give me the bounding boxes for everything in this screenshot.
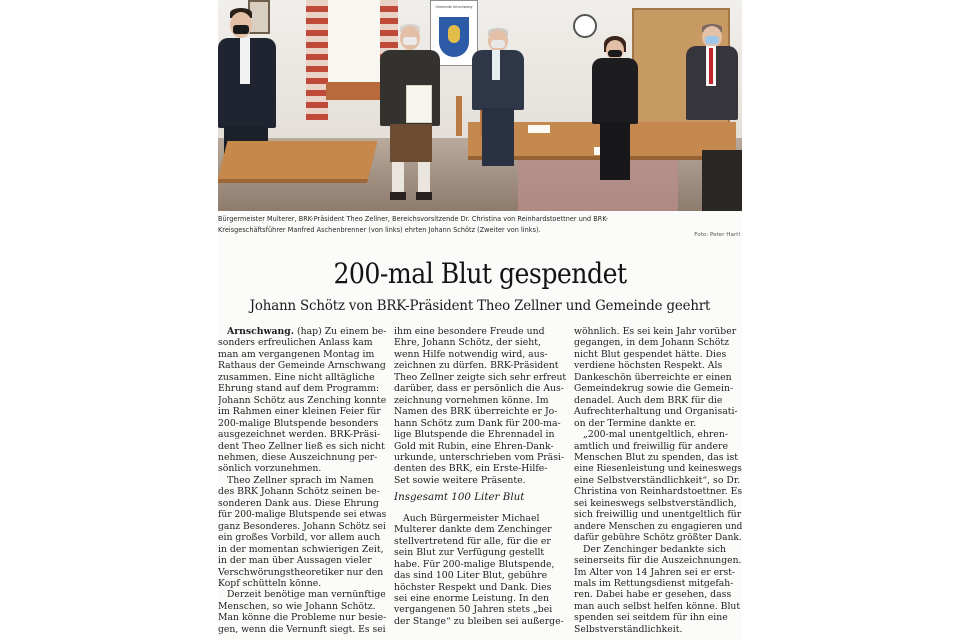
text-line — [394, 383, 566, 394]
text-line-content: Gemeindekrug sowie die Gemein- — [574, 383, 734, 395]
text-line — [218, 463, 386, 474]
text-line — [574, 624, 742, 635]
text-line-content: Theo Zellner zeigte sich sehr erfreut — [394, 371, 566, 383]
text-line-content — [218, 395, 386, 406]
text-line-content: höchster Respekt und Dank. Dies — [394, 581, 552, 593]
text-fragment: für 200-malige Blutspende sei etwas — [218, 509, 386, 521]
text-line-content: Auch Bürgermeister Michael — [403, 512, 540, 524]
text-line-content — [218, 360, 386, 371]
text-line — [218, 429, 386, 440]
text-line — [218, 349, 386, 360]
document-on-table — [528, 125, 550, 133]
text-fragment: (hap) Zu einem be- — [294, 326, 386, 337]
text-line-content: Im Alter von 14 Jahren sei er erst- — [574, 566, 736, 578]
text-line-content: spenden sei seitdem für ihn eine — [574, 612, 728, 624]
text-fragment: nehmen, diese Auszeichnung per- — [218, 451, 378, 463]
text-fragment: 200-malige Blutspende besonders — [218, 417, 379, 429]
text-line — [218, 441, 386, 452]
text-line-content: sein Blut zur Verfügung gestellt — [394, 547, 545, 559]
article-column-1 — [218, 326, 386, 635]
text-line — [574, 544, 742, 555]
text-line — [394, 582, 566, 593]
text-line — [394, 406, 566, 417]
text-line — [218, 544, 386, 555]
text-line — [218, 589, 386, 600]
article-headline: 200-mal Blut gespendet — [333, 257, 627, 290]
text-line-content: denadel. Auch dem BRK für die — [574, 394, 723, 406]
section-subheading: Insgesamt 100 Liter Blut — [394, 491, 525, 504]
text-line — [218, 486, 386, 497]
text-line — [394, 326, 566, 337]
text-line-content: verdiene höchsten Respekt. Als — [574, 360, 723, 372]
text-line-content: Aufrechterhaltung und Organisati- — [574, 406, 738, 418]
text-line-content: urkunde, unterschrieben vom Präsi- — [394, 451, 565, 463]
foreground-chair — [702, 150, 742, 211]
foreground-table — [218, 141, 377, 179]
text-fragment: gen, wenn die Vernunft siegt. Es sei — [218, 623, 386, 635]
text-fragment: Johann Schötz aus Zenching konnte — [218, 394, 386, 406]
text-line — [574, 498, 742, 509]
text-line-content — [218, 498, 379, 509]
text-line-content: ren. Dabei habe er gesehen, dass — [574, 589, 732, 601]
text-line — [218, 498, 386, 509]
text-line — [218, 383, 386, 394]
text-line — [394, 418, 566, 429]
text-line — [218, 509, 386, 520]
text-line-content — [218, 372, 375, 383]
text-line — [574, 349, 742, 360]
text-line-content: vergangenen 50 Jahren stets „bei — [394, 604, 553, 616]
text-line-content: Dankeschön überreichte er einen — [574, 371, 732, 383]
article-column-2 — [394, 326, 566, 627]
text-line-content — [218, 406, 381, 417]
text-line — [574, 441, 742, 452]
text-line-content: der Stange“ zu bleiben sei außerge- — [394, 615, 564, 627]
text-line — [394, 559, 566, 570]
text-line — [218, 452, 386, 463]
text-line-content: amtlich und freiwillig für andere — [574, 440, 728, 452]
text-line — [218, 521, 386, 532]
text-line — [574, 521, 742, 532]
text-line — [394, 513, 566, 524]
article-photo — [218, 0, 742, 211]
text-fragment: Menschen, so wie Johann Schötz. — [218, 600, 376, 612]
text-line-content — [227, 589, 386, 600]
text-line — [394, 616, 566, 627]
text-fragment: Man könne die Probleme nur besie- — [218, 612, 386, 624]
text-line-content: Menschen Blut zu spenden, das ist — [574, 451, 739, 463]
text-line-content — [218, 383, 379, 394]
text-line-content — [218, 509, 386, 520]
certificate — [406, 85, 432, 123]
text-fragment: im Rahmen einer kleinen Feier für — [218, 406, 381, 418]
text-line-content: on der Termine dankte er. — [574, 417, 697, 429]
text-line-content: sich freiwillig und unentgeltlich für — [574, 509, 742, 521]
text-line-content — [218, 532, 380, 543]
text-line-content: lige Blutspende die Ehrennadel in — [394, 429, 555, 441]
text-fragment: sonders erfreulichen Anlass kam — [218, 337, 373, 349]
text-fragment: sönlich vorzunehmen. — [218, 463, 322, 475]
text-line — [218, 578, 386, 589]
text-line-content — [218, 612, 386, 623]
caption-line: Kreisgeschäftsführer Manfred Aschenbrenner (von links) ehrten Johann Schötz (Zweiter von links). — [218, 224, 541, 234]
text-line — [574, 452, 742, 463]
text-line-content: wöhnlich. Es sei kein Jahr vorüber — [574, 326, 737, 337]
text-line — [394, 604, 566, 615]
text-line-content: Namen des BRK überreichte er Jo- — [394, 406, 558, 418]
text-line-content: eine Riesenleistung und keineswegs — [574, 463, 742, 475]
text-line — [218, 475, 386, 486]
text-line — [574, 475, 742, 486]
text-line — [574, 360, 742, 371]
text-fragment: zusammen. Eine nicht alltägliche — [218, 371, 375, 383]
text-line-content: Set sowie weitere Präsente. — [394, 474, 526, 486]
text-line-content: Multerer dankte dem Zenchinger — [394, 524, 552, 536]
text-fragment: Derzeit benötige man vernünftige — [227, 589, 386, 601]
text-line — [218, 372, 386, 383]
dateline: Arnschwang. — [227, 326, 295, 337]
window — [328, 0, 382, 82]
text-line — [218, 567, 386, 578]
person-theo-zellner — [470, 28, 526, 178]
text-fragment: Ehrung stand auf dem Programm: — [218, 383, 380, 395]
text-line — [574, 326, 742, 337]
text-line-content — [218, 601, 376, 612]
text-line — [574, 612, 742, 623]
text-line — [394, 547, 566, 558]
text-line — [574, 372, 742, 383]
text-line-content: ihm eine besondere Freude und — [394, 326, 545, 337]
text-line — [574, 578, 742, 589]
text-line — [574, 418, 742, 429]
text-line-content: man auch selbst helfen könne. Blut — [574, 600, 741, 612]
text-line — [218, 601, 386, 612]
article-subheadline: Johann Schötz von BRK-Präsident Theo Zellner und Gemeinde geehrt — [249, 298, 711, 314]
chair — [456, 96, 462, 136]
text-line-content: eine Selbstverständlichkeit“, so Dr. — [574, 474, 741, 486]
text-fragment: ganz Besonderes. Johann Schötz sei — [218, 520, 386, 532]
text-line-content — [218, 418, 378, 429]
photo-credit: Foto: Peter Hartl — [694, 232, 740, 238]
text-line — [574, 395, 742, 406]
text-fragment: Verschwörungstheoretiker nur den — [218, 566, 384, 578]
text-line-content — [218, 555, 372, 566]
text-line-content: „200-mal unentgeltlich, ehren- — [583, 429, 728, 441]
text-line-content — [218, 544, 384, 555]
text-line-content: Der Zenchinger bedankte sich — [583, 543, 727, 555]
text-line — [394, 349, 566, 360]
text-line-content — [227, 326, 386, 337]
text-fragment: man am vergangenen Montag im — [218, 348, 375, 360]
text-line — [394, 395, 566, 406]
text-fragment: in der man über Aussagen vieler — [218, 555, 372, 567]
text-line-content: sei keineswegs selbstverständlich, — [574, 497, 737, 509]
text-line — [394, 360, 566, 371]
text-line-content: dafür gebühre Schötz größter Dank. — [574, 532, 742, 544]
text-line-content — [218, 429, 380, 440]
text-line — [218, 418, 386, 429]
text-line-content: seinerseits für die Auszeichnungen. — [574, 555, 742, 567]
text-line-content — [218, 521, 386, 532]
text-fragment: Rathaus der Gemeinde Arnschwang — [218, 360, 386, 372]
text-line-content: habe. Für 200-malige Blutspende, — [394, 558, 555, 570]
text-line-content — [218, 578, 321, 589]
text-line — [218, 532, 386, 543]
newspaper-clipping — [218, 0, 742, 640]
text-line — [574, 589, 742, 600]
text-line-content: stellvertretend für alle, für die er — [394, 535, 551, 547]
text-line-content: wenn Hilfe notwendig wird, aus- — [394, 348, 548, 360]
text-line — [574, 337, 742, 348]
text-fragment: des BRK Johann Schötz seinen be- — [218, 486, 380, 498]
text-fragment: ein großes Vorbild, vor allem auch — [218, 532, 381, 544]
text-line — [574, 429, 742, 440]
text-fragment: dent Theo Zellner ließ es sich nicht — [218, 440, 385, 452]
caption-line: Bürgermeister Multerer, BRK-Präsident Theo Zellner, Bereichsvorsitzende Dr. Christina von Reinhardstoettner und BRK- — [218, 214, 609, 223]
curtain-left — [306, 0, 328, 120]
article-column-3 — [574, 326, 742, 635]
text-line-content: gegangen, in dem Johann Schötz — [574, 337, 730, 349]
text-line — [394, 475, 566, 486]
text-fragment: Kopf schütteln könne. — [218, 577, 322, 589]
text-line — [394, 337, 566, 348]
text-line-content — [227, 475, 374, 486]
text-line — [394, 441, 566, 452]
text-line-content: mals im Rettungsdienst mitgefah- — [574, 577, 734, 589]
text-fragment: Theo Zellner sprach im Namen — [227, 474, 374, 486]
text-line-content: zeichnung vornehmen könne. Im — [394, 394, 549, 406]
text-line — [574, 406, 742, 417]
text-line-content: das sind 100 Liter Blut, gebühre — [394, 570, 548, 582]
text-line — [394, 452, 566, 463]
crest-label: Gemeinde Arnschwang — [435, 5, 473, 9]
text-line — [218, 406, 386, 417]
person-christina — [590, 36, 640, 188]
person-manfred-aschenbrenner — [684, 24, 740, 140]
text-line — [574, 509, 742, 520]
text-line — [574, 486, 742, 497]
photo-caption — [218, 214, 742, 235]
text-line-content — [218, 567, 383, 578]
text-fragment: sonderen Dank aus. Diese Ehrung — [218, 497, 379, 509]
text-line-content — [218, 441, 385, 452]
text-line — [394, 536, 566, 547]
text-line-content — [218, 452, 377, 463]
text-line-content: denten des BRK, ein Erste-Hilfe- — [394, 463, 548, 475]
text-line — [574, 567, 742, 578]
text-line-content: darüber, dass er persönlich die Aus- — [394, 383, 564, 395]
text-line-content — [218, 337, 373, 348]
text-line — [574, 383, 742, 394]
text-line — [394, 429, 566, 440]
text-line-content — [218, 349, 374, 360]
text-line — [574, 463, 742, 474]
text-line — [218, 395, 386, 406]
text-line — [218, 360, 386, 371]
text-line-content: sei eine enorme Leistung. In den — [394, 592, 549, 604]
text-fragment: ausgezeichnet werden. BRK-Präsi- — [218, 429, 381, 441]
text-line-content: hann Schötz zum Dank für 200-ma- — [394, 417, 561, 429]
text-line-content: Ehre, Johann Schötz, der sieht, — [394, 337, 541, 349]
text-line — [218, 326, 386, 337]
text-line-content: nicht Blut gespendet hätte. Dies — [574, 348, 727, 360]
text-line — [394, 463, 566, 474]
text-line-content — [218, 486, 380, 497]
text-line — [394, 372, 566, 383]
text-line — [394, 593, 566, 604]
text-line — [218, 555, 386, 566]
text-line — [574, 532, 742, 543]
text-line-content: zeichnen zu dürfen. BRK-Präsident — [394, 360, 559, 372]
text-line — [394, 524, 566, 535]
text-line-content: Gold mit Rubin, eine Ehren-Dank- — [394, 440, 554, 452]
text-fragment: in der momentan schwierigen Zeit, — [218, 543, 384, 555]
text-line — [218, 624, 386, 635]
text-line — [574, 601, 742, 612]
text-line — [394, 570, 566, 581]
text-line-content: Selbstverständlichkeit. — [574, 623, 683, 635]
text-line — [218, 337, 386, 348]
text-line-content — [218, 463, 321, 474]
text-line — [574, 555, 742, 566]
wall-clock-icon — [573, 14, 597, 38]
text-line-content: Christina von Reinhardstoettner. Es — [574, 486, 742, 498]
text-line-content: andere Menschen zu engagieren und — [574, 520, 742, 532]
text-line — [218, 612, 386, 623]
text-line-content — [218, 624, 386, 635]
